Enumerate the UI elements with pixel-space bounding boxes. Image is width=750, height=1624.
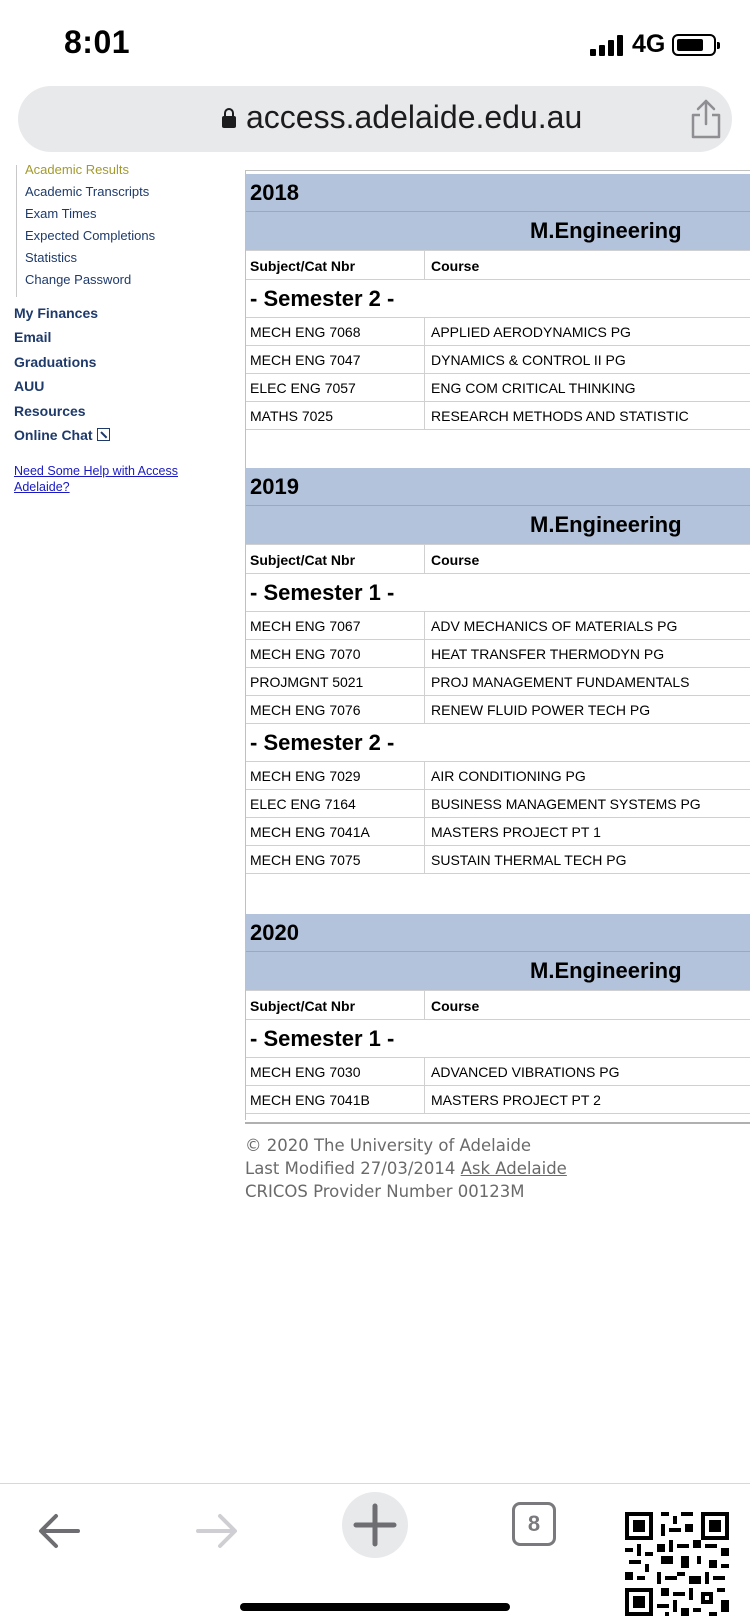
subject-cell: MECH ENG 7067 bbox=[246, 612, 425, 639]
table-header bbox=[246, 990, 750, 1020]
subject-cell: MECH ENG 7070 bbox=[246, 640, 425, 667]
course-cell: HEAT TRANSFER THERMODYN PG bbox=[431, 646, 665, 662]
degree-heading: M.Engineering bbox=[246, 212, 750, 250]
sidebar-item-my-finances[interactable]: My Finances bbox=[14, 305, 99, 321]
year-block-2019 bbox=[246, 468, 750, 874]
subject-cell: MECH ENG 7047 bbox=[246, 346, 425, 373]
table-row bbox=[246, 762, 750, 790]
table-row bbox=[246, 318, 750, 346]
subject-cell: MATHS 7025 bbox=[246, 402, 425, 429]
course-cell: PROJ MANAGEMENT FUNDAMENTALS bbox=[431, 674, 690, 690]
course-cell: AIR CONDITIONING PG bbox=[431, 768, 586, 784]
course-column-header: Course bbox=[431, 258, 480, 274]
year-heading: 2019 bbox=[246, 468, 750, 506]
table-row bbox=[246, 1086, 750, 1114]
sidebar-item-resources[interactable]: Resources bbox=[14, 403, 86, 419]
course-cell: BUSINESS MANAGEMENT SYSTEMS PG bbox=[431, 796, 701, 812]
table-row bbox=[246, 640, 750, 668]
table-header bbox=[246, 250, 750, 280]
subject-cell: ELEC ENG 7164 bbox=[246, 790, 425, 817]
subject-cell: ELEC ENG 7057 bbox=[246, 374, 425, 401]
degree-heading: M.Engineering bbox=[246, 952, 750, 990]
table-row bbox=[246, 374, 750, 402]
qr-code-icon[interactable] bbox=[625, 1512, 729, 1616]
year-block-2018 bbox=[246, 174, 750, 430]
home-indicator[interactable] bbox=[240, 1603, 510, 1611]
subject-column-header: Subject/Cat Nbr bbox=[246, 991, 425, 1019]
table-row bbox=[246, 846, 750, 874]
copyright-text: © 2020 The University of Adelaide bbox=[245, 1136, 532, 1155]
subject-column-header: Subject/Cat Nbr bbox=[246, 545, 425, 573]
subject-cell: PROJMGNT 5021 bbox=[246, 668, 425, 695]
subject-cell: MECH ENG 7041A bbox=[246, 818, 425, 845]
content-bottom-border bbox=[245, 1122, 750, 1124]
table-row bbox=[246, 346, 750, 374]
table-row bbox=[246, 790, 750, 818]
last-modified-text: Last Modified 27/03/2014 bbox=[245, 1159, 456, 1178]
subject-cell: MECH ENG 7075 bbox=[246, 846, 425, 873]
sidebar-item-graduations[interactable]: Graduations bbox=[14, 354, 97, 370]
network-type: 4G bbox=[632, 30, 666, 58]
subject-cell: MECH ENG 7041B bbox=[246, 1086, 425, 1113]
forward-arrow-icon[interactable] bbox=[194, 1508, 240, 1554]
back-arrow-icon[interactable] bbox=[36, 1508, 82, 1554]
last-modified-line bbox=[245, 1157, 567, 1180]
status-time: 8:01 bbox=[64, 24, 131, 60]
table-header bbox=[246, 544, 750, 574]
url-text[interactable]: access.adelaide.edu.au bbox=[246, 99, 583, 135]
course-cell: RENEW FLUID POWER TECH PG bbox=[431, 702, 651, 718]
cricos-text: CRICOS Provider Number 00123M bbox=[245, 1182, 525, 1201]
subject-cell: MECH ENG 7030 bbox=[246, 1058, 425, 1085]
sidebar-item-exam-times[interactable]: Exam Times bbox=[25, 206, 97, 221]
table-row bbox=[246, 696, 750, 724]
year-heading: 2020 bbox=[246, 914, 750, 952]
course-cell: RESEARCH METHODS AND STATISTIC bbox=[431, 408, 689, 424]
course-cell: APPLIED AERODYNAMICS PG bbox=[431, 324, 631, 340]
table-row bbox=[246, 612, 750, 640]
sidebar-item-academic-transcripts[interactable]: Academic Transcripts bbox=[25, 184, 150, 199]
address-bar[interactable] bbox=[18, 86, 732, 152]
sidebar-item-online-chat[interactable] bbox=[14, 427, 110, 443]
course-cell: MASTERS PROJECT PT 1 bbox=[431, 824, 601, 840]
ask-adelaide-link[interactable]: Ask Adelaide bbox=[460, 1159, 567, 1178]
course-cell: MASTERS PROJECT PT 2 bbox=[431, 1092, 601, 1108]
sidebar-item-auu[interactable]: AUU bbox=[14, 378, 45, 394]
course-cell: ENG COM CRITICAL THINKING bbox=[431, 380, 636, 396]
table-row bbox=[246, 668, 750, 696]
sidebar-item-email[interactable]: Email bbox=[14, 329, 52, 345]
sidebar-item-expected-completions[interactable]: Expected Completions bbox=[25, 228, 156, 243]
subject-column-header: Subject/Cat Nbr bbox=[246, 251, 425, 279]
semester-heading: - Semester 2 - bbox=[246, 724, 750, 762]
course-column-header: Course bbox=[431, 998, 480, 1014]
share-icon[interactable] bbox=[688, 98, 724, 140]
semester-heading: - Semester 1 - bbox=[246, 574, 750, 612]
sidebar-item-change-password[interactable]: Change Password bbox=[25, 272, 132, 287]
page-footer bbox=[245, 1134, 567, 1203]
content-top-border bbox=[245, 170, 750, 171]
signal-icon bbox=[590, 34, 626, 56]
subject-cell: MECH ENG 7068 bbox=[246, 318, 425, 345]
status-bar bbox=[0, 0, 750, 88]
subject-cell: MECH ENG 7029 bbox=[246, 762, 425, 789]
course-cell: ADV MECHANICS OF MATERIALS PG bbox=[431, 618, 678, 634]
sidebar-item-academic-results[interactable]: Academic Results bbox=[25, 162, 130, 177]
help-link[interactable]: Need Some Help with Access Adelaide? bbox=[14, 464, 178, 494]
tabs-button[interactable]: 8 bbox=[512, 1502, 556, 1546]
sidebar-divider bbox=[16, 165, 17, 297]
online-chat-label: Online Chat bbox=[14, 427, 93, 443]
subject-cell: MECH ENG 7076 bbox=[246, 696, 425, 723]
course-cell: ADVANCED VIBRATIONS PG bbox=[431, 1064, 620, 1080]
semester-heading: - Semester 2 - bbox=[246, 280, 750, 318]
external-link-icon bbox=[97, 428, 110, 441]
lock-icon bbox=[222, 108, 236, 128]
table-row bbox=[246, 402, 750, 430]
table-row bbox=[246, 818, 750, 846]
degree-heading: M.Engineering bbox=[246, 506, 750, 544]
course-cell: DYNAMICS & CONTROL II PG bbox=[431, 352, 626, 368]
new-tab-button[interactable] bbox=[342, 1492, 408, 1558]
year-block-2020 bbox=[246, 914, 750, 1114]
sidebar-item-statistics[interactable]: Statistics bbox=[25, 250, 78, 265]
course-column-header: Course bbox=[431, 552, 480, 568]
course-cell: SUSTAIN THERMAL TECH PG bbox=[431, 852, 627, 868]
semester-heading: - Semester 1 - bbox=[246, 1020, 750, 1058]
battery-icon bbox=[672, 34, 716, 56]
year-heading: 2018 bbox=[246, 174, 750, 212]
plus-icon bbox=[342, 1492, 408, 1558]
table-row bbox=[246, 1058, 750, 1086]
